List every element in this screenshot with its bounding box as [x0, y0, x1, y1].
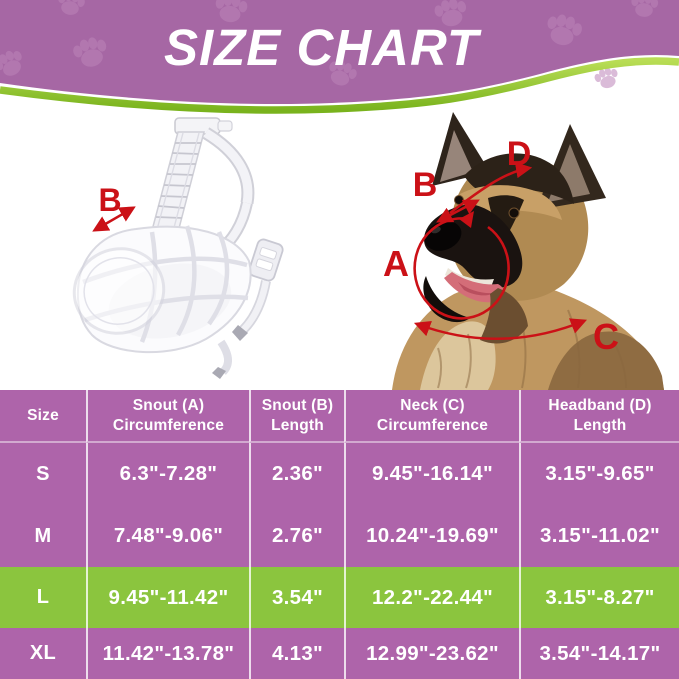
value-cell: 11.42"-13.78"	[86, 628, 249, 679]
muzzle-side-buckle	[248, 238, 284, 282]
value-cell: 10.24"-19.69"	[344, 505, 519, 567]
column-header-label: Snout (A)	[132, 397, 205, 415]
header-cell-size	[0, 390, 86, 443]
measure-a-label: A	[383, 243, 409, 284]
measure-d-label: D	[506, 135, 532, 173]
table-row-m-size: M	[34, 524, 52, 547]
column-header-label: Size	[27, 406, 59, 424]
value-cell: 3.54"-14.17"	[519, 628, 679, 679]
table-row-l-size: L	[0, 567, 86, 628]
value-cell: 9.45"-16.14"	[344, 443, 519, 505]
value-cell: 3.15"-8.27"	[519, 567, 679, 628]
header-cell-snout-length: Snout (B) Length	[249, 390, 344, 443]
column-header-label: Headband (D)	[548, 397, 652, 415]
column-header-label: Neck (C)	[400, 397, 465, 415]
header-cell-neck-circumference: Neck (C) Circumference	[344, 390, 519, 443]
value-cell: 6.3"-7.28"	[86, 443, 249, 505]
value-cell: 2.76"	[249, 505, 344, 567]
table-row-xl-size: XL	[29, 642, 57, 664]
value-cell: 12.99"-23.62"	[344, 628, 519, 679]
value-cell: 4.13"	[249, 628, 344, 679]
size-table	[0, 390, 679, 679]
value-cell: 7.48"-9.06"	[86, 505, 249, 567]
table-row-s-size: S	[36, 462, 50, 485]
value-cell: 3.15"-11.02"	[519, 505, 679, 567]
value-cell: 12.2"-22.44"	[344, 567, 519, 628]
header-cell-snout-circumference: Snout (A) Circumference	[86, 390, 249, 443]
header-cell-headband-length: Headband (D) Length	[519, 390, 679, 443]
value-cell: 2.36"	[249, 443, 344, 505]
value-cell: 3.54"	[249, 567, 344, 628]
muzzle-illustration	[50, 103, 340, 388]
value-cell: 9.45"-11.42"	[86, 567, 249, 628]
column-header-label: Snout (B)	[261, 397, 334, 415]
measure-b-label: B	[412, 166, 438, 204]
value-cell: 3.15"-9.65"	[519, 443, 679, 505]
page-title: SIZE CHART	[163, 19, 480, 76]
muzzle-basket	[63, 226, 250, 379]
muzzle-b-label: B	[98, 182, 122, 218]
measure-c-label: C	[593, 316, 619, 357]
dog-illustration	[368, 98, 679, 390]
muzzle-overhead-strap	[150, 132, 204, 240]
